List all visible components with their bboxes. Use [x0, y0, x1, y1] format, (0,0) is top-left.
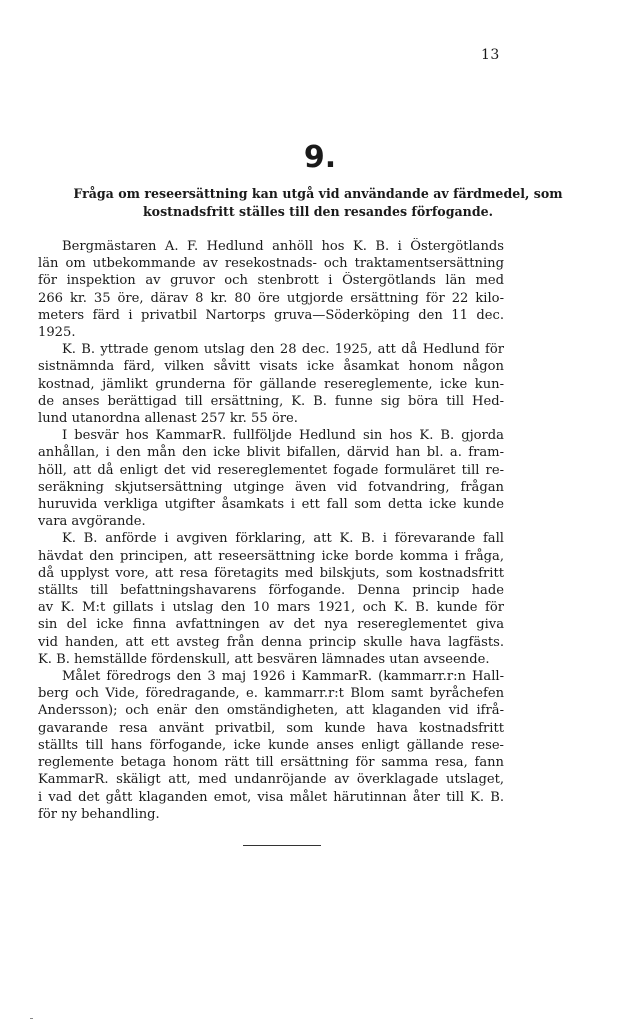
text-line: då upplyst vore, att resa företagits med bilskjuts, som kostnadsfritt: [38, 565, 504, 581]
text-line: 1925.: [38, 325, 76, 341]
text-line: de anses berättigad till ersättning, K. B. funne sig böra till Hed-: [38, 393, 504, 409]
text-line: för inspektion av gruvor och stenbrott i Östergötlands län med: [38, 273, 504, 289]
text-line: sin del icke finna avfattningen av det nya resereglementet giva: [38, 617, 504, 633]
page-number: 13: [481, 47, 500, 63]
text-line: i vad det gått klaganden emot, visa målet härutinnan åter till K. B.: [38, 789, 504, 805]
text-line: Bergmästaren A. F. Hedlund anhöll hos K. B. i Östergötlands: [62, 239, 504, 254]
text-line: reglemente betaga honom rätt till ersättning för samma resa, fann: [38, 755, 504, 771]
text-line: seräkning skjutsersättning utginge även vid fotvandring, frågan: [38, 479, 504, 495]
text-line: I besvär hos KammarR. fullföljde Hedlund sin hos K. B. gjorda: [62, 428, 504, 444]
text-line: Andersson); och enär den omständigheten, att klaganden vid ifrå-: [38, 703, 504, 719]
text-line: höll, att då enligt det vid resereglementet fogade formuläret till re-: [38, 462, 504, 478]
section-heading: [38, 185, 598, 221]
text-line: lund utanordna allenast 257 kr. 55 öre.: [38, 411, 298, 427]
text-line: av K. M:t gillats i utslag den 10 mars 1921, och K. B. kunde för: [38, 600, 504, 616]
text-line: meters färd i privatbil Nartorps gruva—Söderköping den 11 dec.: [38, 307, 504, 323]
text-line: anhållan, i den mån den icke blivit bifallen, därvid han bl. a. fram-: [38, 445, 504, 461]
text-line: gavarande resa använt privatbil, som kunde hava kostnadsfritt: [38, 720, 504, 736]
text-line: län om utbekommande av resekostnads- och traktamentsersättning: [38, 256, 504, 272]
text-line: huruvida verkliga utgifter åsamkats i ett fall som detta icke kunde: [38, 497, 504, 513]
body-text: [38, 238, 504, 823]
text-line: Målet föredrogs den 3 maj 1926 i KammarR. (kammarr.r:n Hall-: [62, 669, 504, 685]
text-line: K. B. yttrade genom utslag den 28 dec. 1925, att då Hedlund för: [62, 342, 504, 358]
text-line: ställts till befattningshavarens förfogande. Denna princip hade: [38, 583, 504, 599]
scan-mark: [30, 1018, 33, 1019]
text-line: sistnämnda färd, vilken såvitt visats icke åsamkat honom någon: [38, 359, 504, 375]
text-line: 266 kr. 35 öre, därav 8 kr. 80 öre utgjorde ersättning för 22 kilo-: [38, 290, 504, 306]
text-line: K. B. hemställde fördenskull, att besvären lämnades utan avseende.: [38, 651, 490, 667]
text-line: berg och Vide, föredragande, e. kammarr.r:t Blom samt byråchefen: [38, 686, 504, 702]
section-number: 9.: [303, 140, 337, 175]
text-line: för ny behandling.: [38, 806, 160, 822]
heading-line: kostnadsfritt ställes till den resandes förfogande.: [142, 204, 494, 219]
text-line: KammarR. skäligt att, med undanröjande av överklagade utslaget,: [38, 772, 504, 788]
text-line: kostnad, jämlikt grunderna för gällande resereglemente, icke kun-: [38, 376, 504, 392]
text-line: K. B. anförde i avgiven förklaring, att K. B. i förevarande fall: [62, 531, 504, 547]
text-line: hävdat den principen, att reseersättning icke borde komma i fråga,: [38, 548, 504, 564]
text-line: vara avgörande.: [38, 514, 146, 530]
text-line: vid handen, att ett avsteg från denna princip skulle hava lagfästs.: [38, 634, 504, 650]
heading-line: Fråga om reseersättning kan utgå vid användande av färdmedel, som: [73, 186, 563, 201]
text-line: ställts till hans förfogande, icke kunde anses enligt gällande rese-: [38, 737, 504, 753]
section-end-rule: [243, 845, 321, 846]
